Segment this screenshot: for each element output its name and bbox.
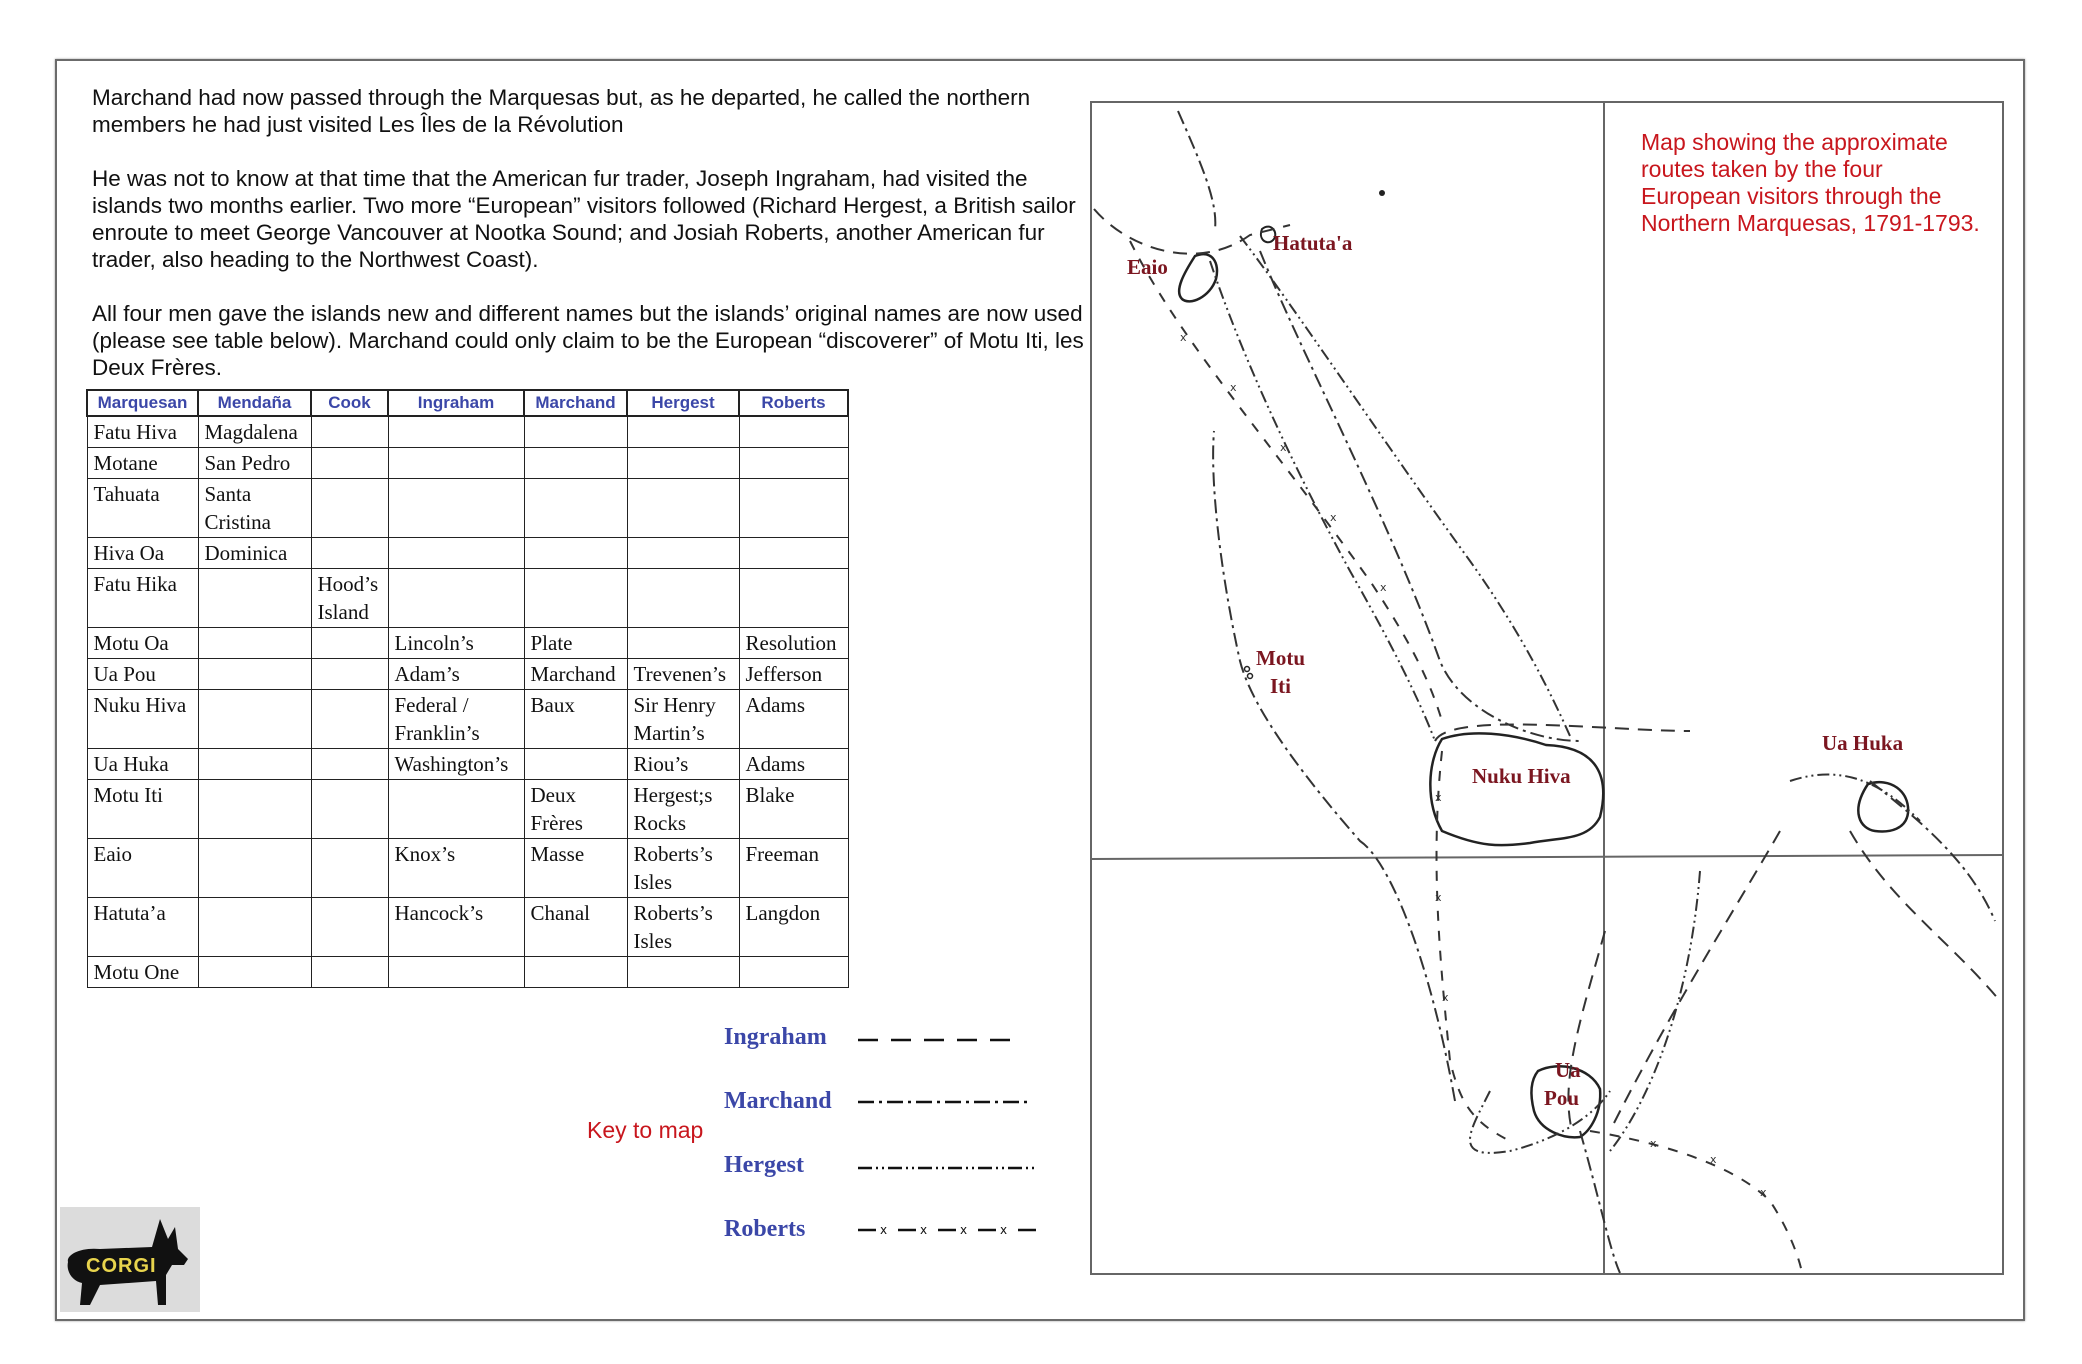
table-row: [87, 690, 848, 749]
island-names-table: [86, 389, 849, 988]
table-row: [87, 780, 848, 839]
intro-paragraph-2: He was not to know at that time that the American fur trader, Joseph Ingraham, had visited the islands two months earlier. Two more “European” visitors followed (Richard Hergest, a British sailor enroute to meet George Vancouver at Nootka Sound; and Josiah Roberts, another American fur trader, also heading to the Northwest Coast).: [92, 166, 1076, 272]
table-cell: Knox’s: [388, 839, 524, 898]
table-cell: Jefferson: [739, 659, 848, 690]
table-cell: [198, 569, 311, 628]
key-line-ingraham: [858, 1030, 1038, 1050]
header-mendana: Mendaña: [198, 390, 311, 416]
table-cell: [524, 448, 627, 479]
label-hatutaa: Hatuta'a: [1273, 231, 1353, 255]
table-cell: Roberts’s Isles: [627, 839, 739, 898]
svg-text:x: x: [1435, 791, 1442, 804]
table-cell: [524, 569, 627, 628]
table-cell: Blake: [739, 780, 848, 839]
table-cell: [739, 479, 848, 538]
table-cell: Resolution: [739, 628, 848, 659]
svg-text:x: x: [1650, 1137, 1657, 1150]
table-cell: Lincoln’s: [388, 628, 524, 659]
table-cell: [198, 957, 311, 988]
table-cell: Hiva Oa: [87, 538, 198, 569]
table-cell: [627, 569, 739, 628]
table-cell: [739, 538, 848, 569]
table-cell: [388, 538, 524, 569]
table-row: [87, 898, 848, 957]
table-cell: [198, 898, 311, 957]
table-cell: [311, 416, 388, 448]
table-cell: [311, 690, 388, 749]
table-cell: Chanal: [524, 898, 627, 957]
table-row: [87, 479, 848, 538]
svg-text:x: x: [1330, 511, 1337, 524]
header-hergest: Hergest: [627, 390, 739, 416]
table-cell: [388, 780, 524, 839]
table-cell: Riou’s: [627, 749, 739, 780]
key-label-marchand: Marchand: [724, 1088, 832, 1114]
intro-paragraph-3: All four men gave the islands new and different names but the islands’ original names are now used (please see table below). Marchand could only claim to be the European “discoverer” of Motu Iti, les Deux Frères.: [92, 301, 1084, 380]
label-ua-huka: Ua Huka: [1822, 731, 1904, 755]
table-cell: [627, 448, 739, 479]
svg-text:x: x: [1230, 381, 1237, 394]
intro-paragraph-1: Marchand had now passed through the Marquesas but, as he departed, he called the northern members he had just visited Les Îles de la Révolution: [92, 85, 1031, 137]
key-label-ingraham: Ingraham: [724, 1024, 827, 1050]
table-cell: [524, 538, 627, 569]
table-cell: Adam’s: [388, 659, 524, 690]
header-cook: Cook: [311, 390, 388, 416]
svg-text:x: x: [1442, 991, 1449, 1004]
table-cell: Sir Henry Martin’s: [627, 690, 739, 749]
table-cell: [388, 416, 524, 448]
table-cell: [388, 448, 524, 479]
table-cell: San Pedro: [198, 448, 311, 479]
table-cell: [739, 448, 848, 479]
table-cell: Plate: [524, 628, 627, 659]
intro-text: [92, 84, 1092, 408]
table-cell: Motu Oa: [87, 628, 198, 659]
table-cell: [198, 690, 311, 749]
table-cell: [311, 898, 388, 957]
table-row: [87, 538, 848, 569]
svg-text:x: x: [1710, 1153, 1717, 1166]
table-cell: Adams: [739, 690, 848, 749]
table-cell: Masse: [524, 839, 627, 898]
table-cell: [524, 479, 627, 538]
table-cell: [627, 416, 739, 448]
table-cell: Motu One: [87, 957, 198, 988]
table-row: [87, 628, 848, 659]
table-cell: [388, 957, 524, 988]
table-cell: Nuku Hiva: [87, 690, 198, 749]
svg-text:x: x: [1180, 331, 1187, 344]
table-cell: Marchand: [524, 659, 627, 690]
table-cell: [311, 749, 388, 780]
table-cell: [739, 957, 848, 988]
table-cell: Magdalena: [198, 416, 311, 448]
corgi-logo-text: CORGI: [86, 1255, 157, 1277]
table-cell: Dominica: [198, 538, 311, 569]
table-cell: [311, 479, 388, 538]
table-cell: [311, 448, 388, 479]
table-row: [87, 749, 848, 780]
table-cell: [198, 628, 311, 659]
table-cell: Baux: [524, 690, 627, 749]
table-cell: Federal / Franklin’s: [388, 690, 524, 749]
table-cell: [627, 957, 739, 988]
label-pou: Pou: [1544, 1086, 1580, 1110]
table-cell: Fatu Hiva: [87, 416, 198, 448]
svg-text:x: x: [960, 1223, 968, 1237]
svg-text:x: x: [1380, 581, 1387, 594]
table-cell: Langdon: [739, 898, 848, 957]
table-row: [87, 416, 848, 448]
table-row: [87, 448, 848, 479]
table-cell: [627, 538, 739, 569]
label-ua: Ua: [1555, 1058, 1581, 1082]
table-cell: Santa Cristina: [198, 479, 311, 538]
label-iti: Iti: [1270, 674, 1291, 698]
key-title: Key to map: [587, 1117, 704, 1143]
table-cell: [311, 538, 388, 569]
header-marquesan: Marquesan: [87, 390, 198, 416]
table-cell: [388, 479, 524, 538]
table-cell: Hatuta’a: [87, 898, 198, 957]
table-cell: Freeman: [739, 839, 848, 898]
svg-text:x: x: [1280, 441, 1287, 454]
table-cell: [198, 659, 311, 690]
key-line-marchand: [858, 1092, 1038, 1112]
table-cell: [627, 479, 739, 538]
key-line-hergest: [858, 1158, 1038, 1178]
header-roberts: Roberts: [739, 390, 848, 416]
table-cell: Hood’s Island: [311, 569, 388, 628]
header-ingraham: Ingraham: [388, 390, 524, 416]
table-cell: [524, 416, 627, 448]
table-cell: [524, 749, 627, 780]
corgi-logo: [60, 1207, 200, 1312]
svg-text:x: x: [1435, 891, 1442, 904]
table-row: [87, 957, 848, 988]
svg-text:x: x: [1000, 1223, 1008, 1237]
table-cell: Deux Frères: [524, 780, 627, 839]
table-cell: Motane: [87, 448, 198, 479]
key-label-roberts: Roberts: [724, 1216, 806, 1242]
table-cell: Trevenen’s: [627, 659, 739, 690]
table-cell: [311, 780, 388, 839]
table-cell: [739, 416, 848, 448]
table-cell: [311, 628, 388, 659]
table-cell: [198, 749, 311, 780]
svg-text:x: x: [920, 1223, 928, 1237]
table-cell: Tahuata: [87, 479, 198, 538]
table-cell: [524, 957, 627, 988]
key-label-hergest: Hergest: [724, 1152, 804, 1178]
label-eaio: Eaio: [1127, 255, 1168, 279]
table-cell: Eaio: [87, 839, 198, 898]
table-cell: [198, 839, 311, 898]
table-cell: [627, 628, 739, 659]
table-cell: [311, 839, 388, 898]
table-cell: [198, 780, 311, 839]
table-cell: [739, 569, 848, 628]
table-row: [87, 569, 848, 628]
table-header-row: [87, 390, 848, 416]
table-cell: Adams: [739, 749, 848, 780]
header-marchand: Marchand: [524, 390, 627, 416]
table-cell: Ua Huka: [87, 749, 198, 780]
table-cell: Hancock’s: [388, 898, 524, 957]
table-cell: Washington’s: [388, 749, 524, 780]
svg-text:x: x: [880, 1223, 888, 1237]
label-motu: Motu: [1256, 646, 1305, 670]
table-cell: [388, 569, 524, 628]
table-cell: Ua Pou: [87, 659, 198, 690]
map-caption: Map showing the approximate routes taken by the four European visitors through the Northern Marquesas, 1791-1793.: [1641, 129, 1980, 236]
table-cell: Hergest;s Rocks: [627, 780, 739, 839]
label-nuku-hiva: Nuku Hiva: [1472, 764, 1571, 788]
svg-text:x: x: [1760, 1186, 1767, 1199]
table-row: [87, 839, 848, 898]
table-row: [87, 659, 848, 690]
key-line-roberts: [858, 1220, 1038, 1240]
table-cell: Fatu Hika: [87, 569, 198, 628]
table-cell: [311, 659, 388, 690]
table-cell: [311, 957, 388, 988]
table-cell: Roberts’s Isles: [627, 898, 739, 957]
table-cell: Motu Iti: [87, 780, 198, 839]
